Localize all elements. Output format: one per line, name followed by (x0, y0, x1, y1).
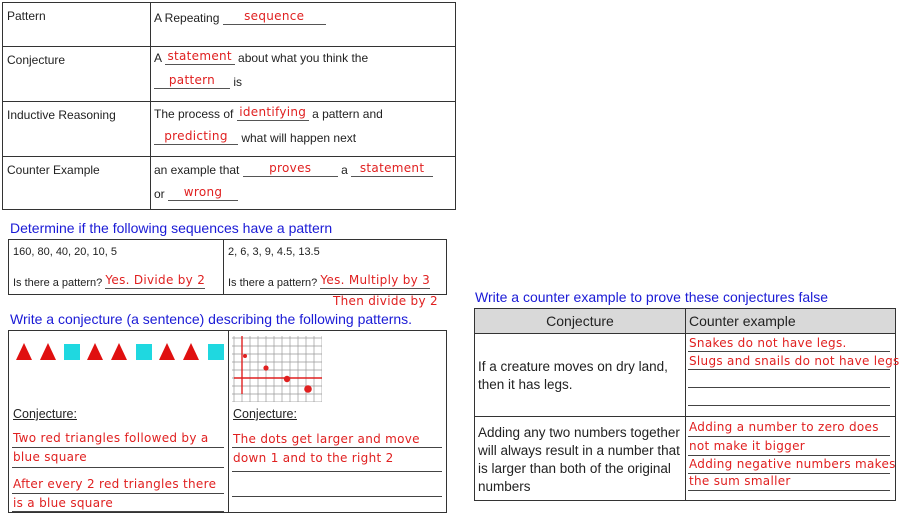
conjecture-1-line-4: is a blue square (13, 496, 114, 510)
dot-grid (232, 336, 322, 402)
red-triangle (159, 343, 175, 360)
conjecture-label-1: Conjecture: (13, 407, 77, 421)
counter-example-2-line-1: Adding a number to zero does (689, 420, 879, 434)
answer-proves: proves (243, 161, 338, 177)
answer-pattern: pattern (154, 73, 230, 89)
conjecture-1-line-1: Two red triangles followed by a (13, 431, 209, 445)
conjecture-2-line-1: The dots get larger and move (233, 432, 420, 446)
dot-large (284, 376, 290, 382)
answer-statement-2: statement (351, 161, 433, 177)
counter-example-1-line-1: Snakes do not have legs. (689, 336, 847, 350)
dot-small (243, 354, 247, 358)
def-conjecture: A statement about what you think the (154, 49, 369, 65)
answer-wrong: wrong (168, 185, 238, 201)
answer-sequence: sequence (223, 9, 326, 25)
red-triangle (40, 343, 56, 360)
blue-square (64, 344, 80, 360)
red-triangle (183, 343, 199, 360)
blue-square (136, 344, 152, 360)
dot-largest (304, 385, 312, 393)
answer-predicting: predicting (154, 129, 238, 145)
counter-example-2-line-2: not make it bigger (689, 439, 805, 453)
question-1: Is there a pattern? (13, 277, 103, 289)
conjecture-1-line-2: blue square (13, 450, 87, 464)
term-pattern: Pattern (7, 9, 46, 23)
sequence-2: 2, 6, 3, 9, 4.5, 13.5 (228, 246, 320, 258)
counter-example-2-line-3: Adding negative numbers makes (689, 457, 896, 471)
blue-square (208, 344, 224, 360)
header-conjecture: Conjecture (546, 313, 614, 329)
conjecture-1-line-3: After every 2 red triangles there (13, 477, 217, 491)
question-2: Is there a pattern? (228, 277, 318, 289)
conjecture-row-2: Adding any two numbers together will always result in a number that is larger than both of the original numbers (478, 425, 680, 494)
term-counter-example: Counter Example (7, 163, 100, 177)
def-pattern: A Repeating sequence (154, 9, 326, 25)
answer-seq-1: Yes. Divide by 2 (105, 273, 206, 287)
sequence-1: 160, 80, 40, 20, 10, 5 (13, 246, 117, 258)
header-counter-example: Counter example (689, 313, 796, 329)
answer-seq-2: Yes. Multiply by 3 (320, 273, 431, 287)
vocabulary-table: Pattern A Repeating sequence Conjecture A statement about what you think the pattern is Inductive Reasoning The process of identifying a pattern and predicting what will happen next Counter Example an example that proves a statement or wrong (2, 2, 456, 210)
red-triangle (111, 343, 127, 360)
def-inductive-reasoning: The process of identifying a pattern and (154, 105, 383, 121)
conjecture-label-2: Conjecture: (233, 407, 297, 421)
dot-medium (263, 365, 268, 370)
red-triangle (87, 343, 103, 360)
term-inductive-reasoning: Inductive Reasoning (7, 108, 116, 122)
answer-seq-2-line2: Then divide by 2 (333, 294, 438, 308)
counter-example-1-line-2: Slugs and snails do not have legs (689, 354, 900, 368)
sequence-heading: Determine if the following sequences have a pattern (10, 220, 333, 236)
conjecture-2-line-2: down 1 and to the right 2 (233, 451, 394, 465)
def-counter-example: an example that proves a statement (154, 161, 433, 177)
answer-statement: statement (165, 49, 235, 65)
counter-heading: Write a counter example to prove these conjectures false (475, 289, 829, 305)
red-triangle (16, 343, 32, 360)
shape-pattern (14, 340, 226, 362)
counter-example-2-line-4: the sum smaller (689, 474, 791, 488)
conjecture-heading: Write a conjecture (a sentence) describing the following patterns. (10, 311, 413, 327)
answer-identifying: identifying (237, 105, 309, 121)
conjecture-row-1: If a creature moves on dry land, then it has legs. (478, 359, 668, 392)
term-conjecture: Conjecture (7, 53, 66, 67)
